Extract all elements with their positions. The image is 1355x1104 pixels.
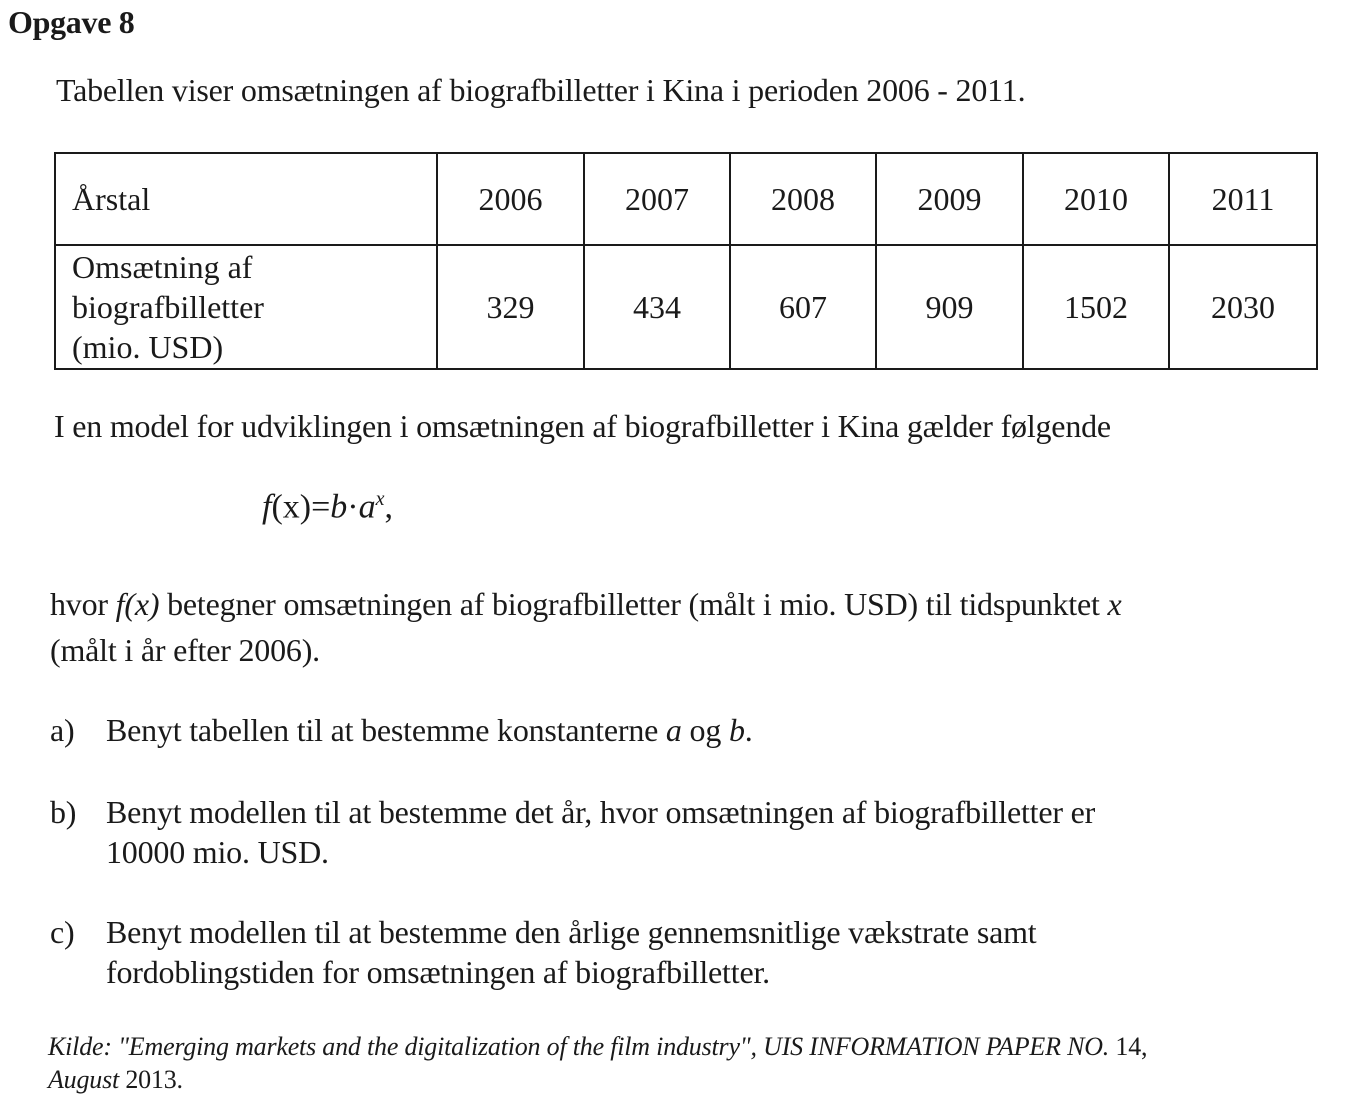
year-cell: 2006	[437, 153, 584, 245]
intro-text: Tabellen viser omsætningen af biografbilletter i Kina i perioden 2006 - 2011.	[56, 72, 1026, 108]
definition-fx: f(x)	[115, 586, 160, 622]
source-text: 2013.	[119, 1065, 183, 1094]
formula-a: a	[358, 488, 376, 526]
formula-comma: ,	[384, 488, 394, 526]
value-cell: 434	[584, 245, 730, 369]
table-row-years	[55, 153, 1317, 245]
year-cell: 2009	[876, 153, 1023, 245]
question-line: Benyt modellen til at bestemme det år, hvor omsætningen af biografbilletter er	[106, 794, 1096, 830]
row-label-line: Omsætning af	[72, 249, 253, 285]
question-line: fordoblingstiden for omsætningen af biografbilletter.	[106, 954, 770, 990]
formula-equals: =	[311, 488, 331, 526]
value-cell: 607	[730, 245, 876, 369]
source-citation	[48, 1030, 1318, 1096]
formula-exponent: x	[375, 488, 385, 510]
table-row-label	[55, 245, 437, 369]
formula-b: b	[330, 488, 348, 526]
row-label-line: biografbilletter	[72, 289, 264, 325]
question-marker: c)	[50, 914, 75, 950]
definition-text: betegner omsætningen af biografbilletter (målt i mio. USD) til tidspunktet	[159, 586, 1108, 622]
value-cell: 1502	[1023, 245, 1169, 369]
value-cell: 329	[437, 245, 584, 369]
question-line: 10000 mio. USD.	[106, 834, 329, 870]
formula-argument: (x)	[271, 488, 312, 526]
question-text	[106, 792, 1256, 872]
question-line: Benyt modellen til at bestemme den årlige gennemsnitlige vækstrate samt	[106, 914, 1037, 950]
question-text-part: og	[681, 712, 729, 748]
question-marker: a)	[50, 712, 75, 748]
year-cell: 2007	[584, 153, 730, 245]
question-var-a: a	[665, 712, 682, 748]
value-cell: 2030	[1169, 245, 1317, 369]
formula-dot: ·	[347, 488, 359, 526]
exercise-heading: Opgave 8	[8, 4, 135, 40]
sales-table	[54, 152, 1318, 370]
table-header-label: Årstal	[55, 153, 437, 245]
definition-line-2: (målt i år efter 2006).	[50, 632, 320, 668]
formula-function: f	[262, 488, 272, 526]
model-formula	[262, 488, 393, 526]
table-row-values	[55, 245, 1317, 369]
question-text	[106, 912, 1256, 992]
source-text: Kilde: "Emerging markets and the digitalization of the film industry", UIS INFORMATION PAPER NO.	[48, 1032, 1110, 1061]
question-text-part: .	[744, 712, 753, 748]
row-label-line: (mio. USD)	[72, 329, 224, 365]
question-marker: b)	[50, 794, 77, 830]
year-cell: 2008	[730, 153, 876, 245]
model-description: I en model for udviklingen i omsætningen af biografbilletter i Kina gælder følgende	[54, 408, 1111, 444]
definition-text: hvor	[50, 586, 116, 622]
definition-line-1	[50, 582, 1121, 626]
definition-x: x	[1107, 586, 1122, 622]
source-text: 14,	[1109, 1032, 1148, 1061]
source-text: August	[48, 1065, 120, 1094]
year-cell: 2010	[1023, 153, 1169, 245]
question-text-part: Benyt tabellen til at bestemme konstanterne	[106, 712, 666, 748]
year-cell: 2011	[1169, 153, 1317, 245]
question-text	[106, 710, 1256, 750]
question-var-b: b	[728, 712, 745, 748]
value-cell: 909	[876, 245, 1023, 369]
